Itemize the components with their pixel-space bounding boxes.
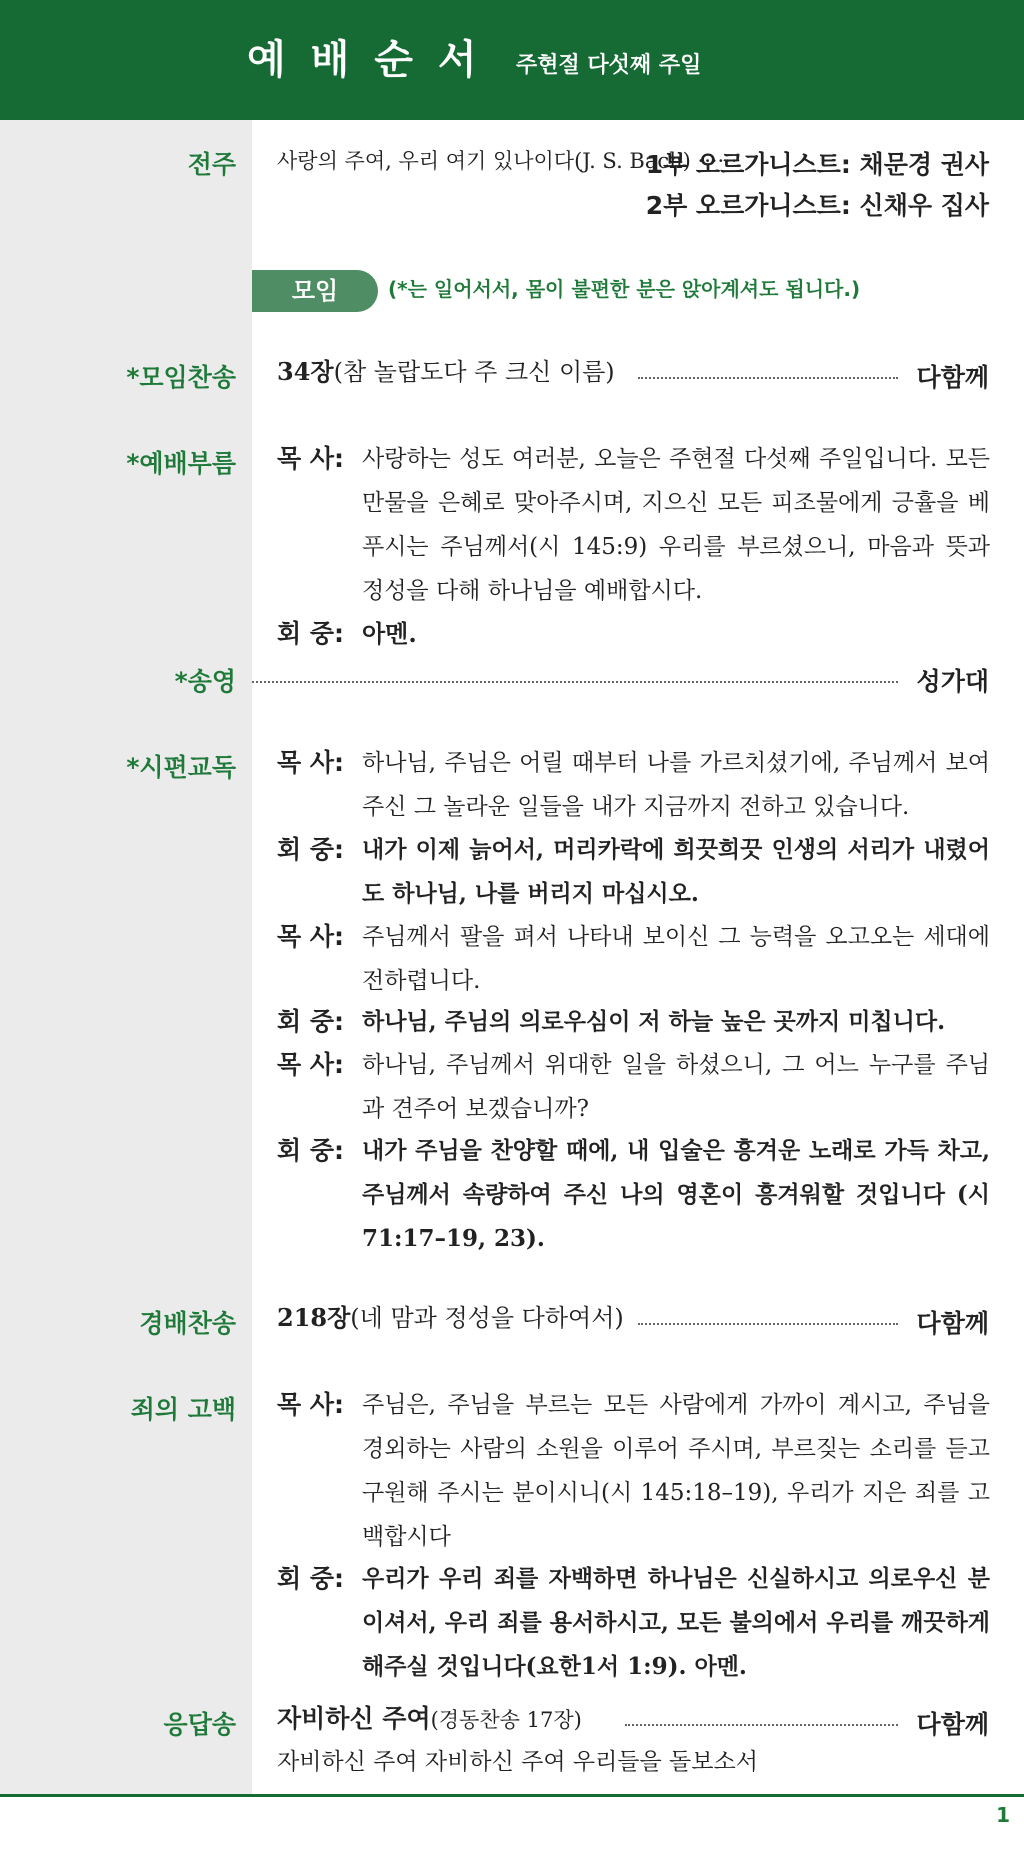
psalm-line-6: 내가 주님을 찬양할 때에, 내 입술은 흥겨운 노래로 가득 차고, 주님께서 속량하여 주신 나의 영혼이 흥겨워할 것입니다 (시 71:17–19, 23). bbox=[362, 1137, 990, 1252]
footer-divider bbox=[0, 1794, 1024, 1797]
psalm-line-3: 주님께서 팔을 펴서 나타내 보이신 그 능력을 오고오는 세대에 전하렵니다. bbox=[362, 924, 990, 994]
psalm-line-1: 하나님, 주님은 어릴 때부터 나를 가르치셨기에, 주님께서 보여 주신 그 놀라운 일들을 내가 지금까지 전하고 있습니다. bbox=[362, 750, 990, 820]
hymn2-number: 218장 bbox=[277, 1303, 351, 1332]
section-label-call: *예배부름 bbox=[126, 449, 236, 478]
speaker-congregation: 회 중: bbox=[277, 1136, 345, 1165]
section-label-hymn2: 경배찬송 bbox=[139, 1309, 236, 1338]
hymn1-title: (참 놀랍도다 주 크신 이름) bbox=[333, 358, 615, 386]
section-label-hymn1: *모임찬송 bbox=[126, 363, 236, 392]
gathering-badge: 모임 bbox=[252, 270, 378, 312]
section-label-psalm: *시편교독 bbox=[126, 753, 236, 782]
organist-1: 1부 오르가니스트: 채문경 권사 bbox=[645, 150, 989, 179]
section-label-doxology: *송영 bbox=[174, 667, 236, 696]
dot-leader bbox=[638, 1323, 898, 1325]
response-source: (경동찬송 17장) bbox=[430, 1708, 582, 1732]
response-lyric: 자비하신 주여 자비하신 주여 우리들을 돌보소서 bbox=[277, 1749, 758, 1775]
dot-leader bbox=[625, 1724, 898, 1726]
speaker-congregation: 회 중: bbox=[277, 1564, 345, 1593]
response-line bbox=[277, 1704, 582, 1735]
dot-leader bbox=[252, 681, 898, 683]
response-title: 자비하신 주여 bbox=[277, 1704, 431, 1733]
speaker-congregation: 회 중: bbox=[277, 619, 345, 648]
speaker-pastor: 목 사: bbox=[277, 444, 345, 473]
hymn2-line bbox=[277, 1303, 624, 1333]
speaker-pastor: 목 사: bbox=[277, 1390, 345, 1419]
speaker-pastor: 목 사: bbox=[277, 748, 345, 777]
call-cong-text: 아멘. bbox=[362, 619, 417, 648]
organist-2: 2부 오르가니스트: 신채우 집사 bbox=[645, 191, 989, 220]
gathering-note: (*는 일어서서, 몸이 불편한 분은 앉아계셔도 됩니다.) bbox=[388, 277, 861, 301]
speaker-congregation: 회 중: bbox=[277, 835, 345, 864]
section-label-prelude: 전주 bbox=[187, 150, 236, 179]
response-who: 다함께 bbox=[916, 1710, 989, 1739]
hymn1-who: 다함께 bbox=[916, 363, 989, 392]
confession-pastor-text: 주님은, 주님을 부르는 모든 사람에게 가까이 계시고, 주님을 경외하는 사람의 소원을 이루어 주시며, 부르짖는 소리를 듣고 구원해 주시는 분이시니(시 145:18–19), 우리가 지은 죄를 고백합시다 bbox=[362, 1392, 990, 1550]
call-pastor-text: 사랑하는 성도 여러분, 오늘은 주현절 다섯째 주일입니다. 모든 만물을 은혜로 맞아주시며, 지으신 모든 피조물에게 긍휼을 베푸시는 주님께서(시 145:9) 우리를 부르셨으니, 마음과 뜻과 정성을 다해 하나님을 예배합시다. bbox=[362, 446, 990, 604]
page-subtitle: 주현절 다섯째 주일 bbox=[516, 53, 702, 78]
hymn1-line bbox=[277, 357, 615, 387]
hymn2-who: 다함께 bbox=[916, 1309, 989, 1338]
hymn1-number: 34장 bbox=[277, 357, 334, 386]
dot-leader bbox=[638, 377, 898, 379]
doxology-who: 성가대 bbox=[916, 667, 989, 696]
psalm-line-4: 하나님, 주님의 의로우심이 저 하늘 높은 곳까지 미칩니다. bbox=[362, 1008, 946, 1035]
confession-cong-text: 우리가 우리 죄를 자백하면 하나님은 신실하시고 의로우신 분이셔서, 우리 죄를 용서하시고, 모든 불의에서 우리를 깨끗하게 해주실 것입니다(요한1서 1:9). 아멘. bbox=[362, 1565, 990, 1680]
speaker-pastor: 목 사: bbox=[277, 922, 345, 951]
prelude-piece: 사랑의 주여, 우리 여기 있나이다(J. S. Bach) ······ bbox=[277, 149, 738, 173]
psalm-line-2: 내가 이제 늙어서, 머리카락에 희끗희끗 인생의 서리가 내렸어도 하나님, 나를 버리지 마십시오. bbox=[362, 836, 990, 907]
page-title: 예배순서 bbox=[247, 37, 502, 83]
section-label-response: 응답송 bbox=[163, 1710, 236, 1739]
header-bar bbox=[0, 0, 1024, 120]
section-label-confession: 죄의 고백 bbox=[130, 1395, 236, 1424]
page-number: 1 bbox=[996, 1803, 1010, 1827]
speaker-pastor: 목 사: bbox=[277, 1050, 345, 1079]
psalm-line-5: 하나님, 주님께서 위대한 일을 하셨으니, 그 어느 누구를 주님과 견주어 보겠습니까? bbox=[362, 1052, 990, 1122]
speaker-congregation: 회 중: bbox=[277, 1007, 345, 1036]
hymn2-title: (네 맘과 정성을 다하여서) bbox=[350, 1304, 624, 1332]
